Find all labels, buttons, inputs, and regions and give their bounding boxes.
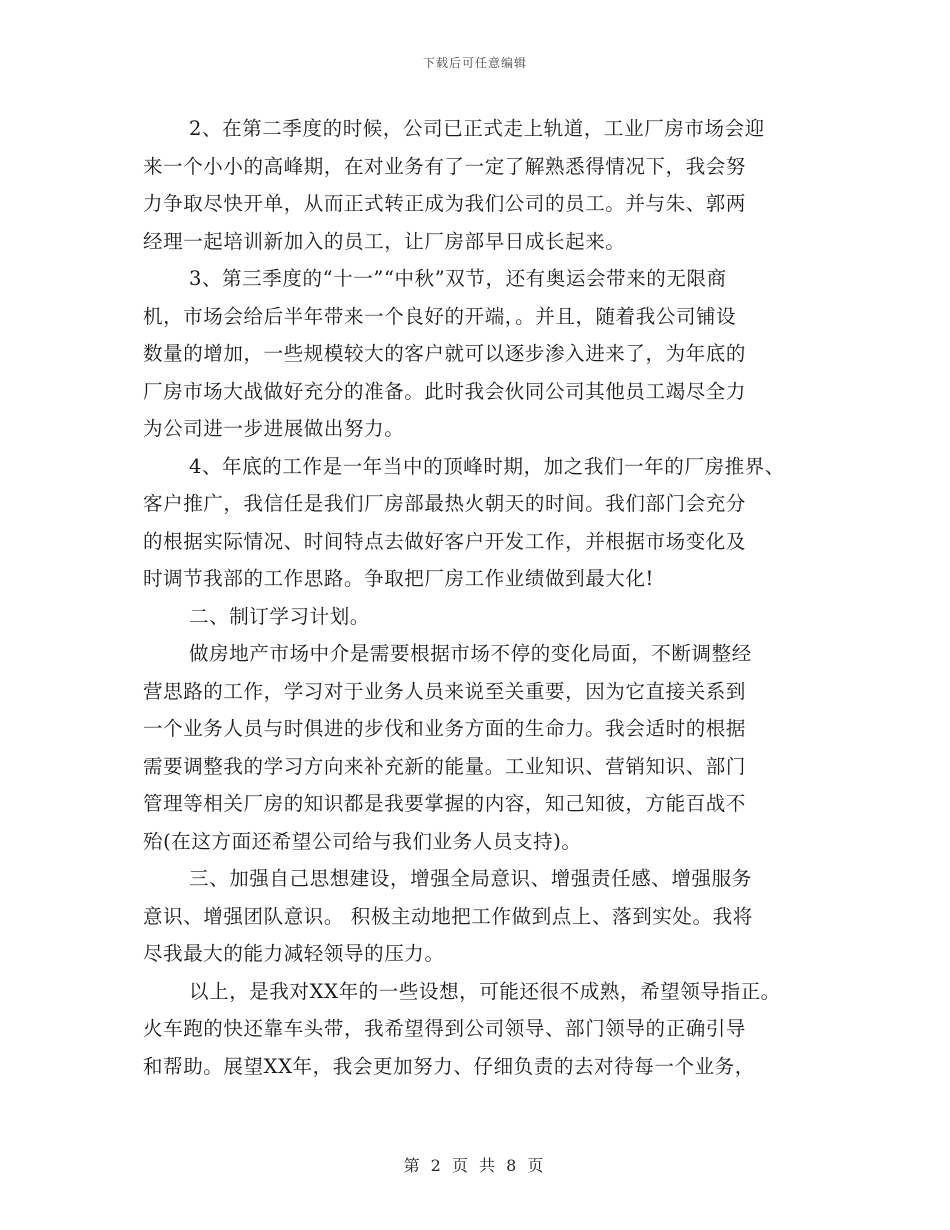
text-line: 做房地产市场中介是需要根据市场不停的变化局面，不断调整经 — [189, 642, 752, 665]
text-line: 2、在第二季度的时候，公司已正式走上轨道，工业厂房市场会迎 — [189, 117, 765, 140]
text-line: 数量的增加，一些规模较大的客户就可以逐步渗入进来了，为年底的 — [143, 342, 747, 365]
text-line: 二、制订学习计划。 — [189, 604, 370, 628]
header-note: 下载后可任意编辑 — [422, 56, 527, 70]
text-line: 三、加强自己思想建设，增强全局意识、增强责任感、增强服务 — [189, 867, 752, 890]
text-line: 经理一起培训新加入的员工，让厂房部早日成长起来。 — [143, 229, 626, 253]
text-line: 时调节我部的工作思路。争取把厂房工作业绩做到最大化! — [143, 567, 654, 590]
text-line: 尽我最大的能力减轻领导的压力。 — [143, 942, 445, 965]
text-line: 火车跑的快还靠车头带，我希望得到公司领导、部门领导的正确引导 — [143, 1017, 747, 1040]
page-footer: 第 2 页 共 8 页 — [403, 1156, 547, 1175]
text-line: 机，市场会给后半年带来一个良好的开端，。并且，随着我公司铺设 — [143, 304, 737, 328]
text-line: 殆(在这方面还希望公司给与我们业务人员支持)。 — [143, 829, 582, 853]
text-line: 为公司进一步进展做出努力。 — [143, 417, 405, 440]
text-line: 力争取尽快开单，从而正式转正成为我们公司的员工。并与朱、郭两 — [143, 192, 747, 215]
text-line: 客户推广，我信任是我们厂房部最热火朝天的时间。我们部门会充分 — [143, 492, 747, 515]
text-line: 来一个小小的高峰期，在对业务有了一定了解熟悉得情况下，我会努 — [143, 154, 747, 178]
text-line: 以上，是我对XX年的一些设想，可能还很不成熟，希望领导指正。 — [189, 979, 781, 1003]
text-line: 厂房市场大战做好充分的准备。此时我会伙同公司其他员工竭尽全力 — [143, 379, 747, 403]
text-line: 管理等相关厂房的知识都是我要掌握的内容，知己知彼，方能百战不 — [143, 792, 747, 815]
text-line: 3、第三季度的“十一”“中秋”双节，还有奥运会带来的无限商 — [189, 267, 727, 290]
text-line: 意识、增强团队意识。 积极主动地把工作做到点上、落到实处。我将 — [143, 904, 753, 928]
body-text — [143, 110, 833, 1085]
text-line: 4、年底的工作是一年当中的顶峰时期，加之我们一年的厂房推界、 — [189, 454, 785, 478]
text-line: 需要调整我的学习方向来补充新的能量。工业知识、营销知识、部门 — [143, 754, 747, 778]
text-line: 一个业务人员与时俱进的步伐和业务方面的生命力。我会适时的根据 — [143, 717, 747, 740]
text-line: 的根据实际情况、时间特点去做好客户开发工作，并根据市场变化及 — [143, 529, 747, 553]
text-line: 营思路的工作，学习对于业务人员来说至关重要，因为它直接关系到 — [143, 679, 747, 703]
text-line: 和帮助。展望XX年，我会更加努力、仔细负责的去对待每一个业务， — [143, 1054, 755, 1078]
